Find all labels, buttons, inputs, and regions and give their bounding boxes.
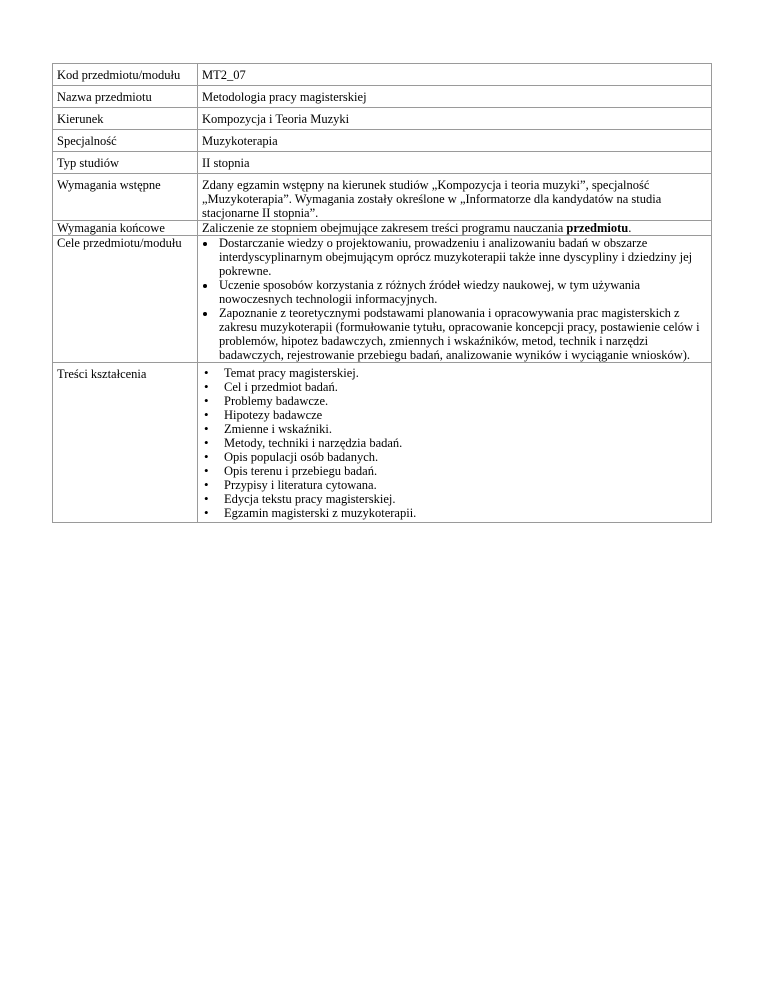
list-item: • Cel i przedmiot badań. [224,380,711,394]
label-specialty: Specjalność [53,130,198,152]
list-item: • Problemy badawcze. [224,394,711,408]
row-prerequisites [53,174,712,221]
list-item: • Zapoznanie z teoretycznymi podstawami planowania i opracowywania prac magisterskich z zakresu muzykoterapii (formułowanie tytułu, opracowanie koncepcji pracy, postawienie celów i problemów, hipotez badawczych, zmiennych i wskaźników, metod, technik i narzędzi badawczych, rejestrowanie przebiegu badań, analizowanie wyników i wyciąganie wniosków). [217,306,711,362]
row-course-content [53,363,712,523]
row-goals [53,236,712,363]
row-field-of-study [53,108,712,130]
list-item: • Zmienne i wskaźniki. [224,422,711,436]
final-requirements-text: Zaliczenie ze stopniem obejmujące zakresem treści programu nauczania [202,221,567,235]
goals-list [202,236,711,362]
label-study-type: Typ studiów [53,152,198,174]
label-field-of-study: Kierunek [53,108,198,130]
label-final-requirements: Wymagania końcowe [53,221,198,236]
course-syllabus-table [52,63,712,523]
label-prerequisites: Wymagania wstępne [53,174,198,221]
value-field-of-study: Kompozycja i Teoria Muzyki [198,108,712,130]
label-goals: Cele przedmiotu/modułu [53,236,198,363]
row-course-name [53,86,712,108]
value-study-type: II stopnia [198,152,712,174]
value-course-code: MT2_07 [198,64,712,86]
label-course-code: Kod przedmiotu/modułu [53,64,198,86]
row-final-requirements [53,221,712,236]
value-course-name: Metodologia pracy magisterskiej [198,86,712,108]
value-specialty: Muzykoterapia [198,130,712,152]
value-final-requirements [198,221,712,236]
row-study-type [53,152,712,174]
list-item: • Temat pracy magisterskiej. [224,366,711,380]
label-course-content: Treści kształcenia [53,363,198,523]
list-item: • Dostarczanie wiedzy o projektowaniu, prowadzeniu i analizowaniu badań w obszarze interdyscyplinarnym obejmującym oprócz muzykoterapii także inne dyscypliny i dziedziny jej pokrewne. [217,236,711,278]
row-course-code [53,64,712,86]
list-item: • Metody, techniki i narzędzia badań. [224,436,711,450]
list-item: • Przypisy i literatura cytowana. [224,478,711,492]
value-prerequisites: Zdany egzamin wstępny na kierunek studiów „Kompozycja i teoria muzyki”, specjalność „Muzykoterapia”. Wymagania zostały określone w „Informatorze dla kandydatów na studia stacjonarne II stopnia”. [198,174,712,221]
list-item: • Uczenie sposobów korzystania z różnych źródeł wiedzy naukowej, w tym używania nowoczesnych technologii informacyjnych. [217,278,711,306]
list-item: • Opis populacji osób badanych. [224,450,711,464]
list-item: • Egzamin magisterski z muzykoterapii. [224,506,711,520]
value-goals [198,236,712,363]
label-course-name: Nazwa przedmiotu [53,86,198,108]
final-requirements-end: . [628,221,632,235]
final-requirements-bold: przedmiotu [566,221,629,235]
list-item: • Opis terenu i przebiegu badań. [224,464,711,478]
list-item: • Hipotezy badawcze [224,408,711,422]
row-specialty [53,130,712,152]
list-item: • Edycja tekstu pracy magisterskiej. [224,492,711,506]
value-course-content [198,363,712,523]
content-list [202,366,711,520]
